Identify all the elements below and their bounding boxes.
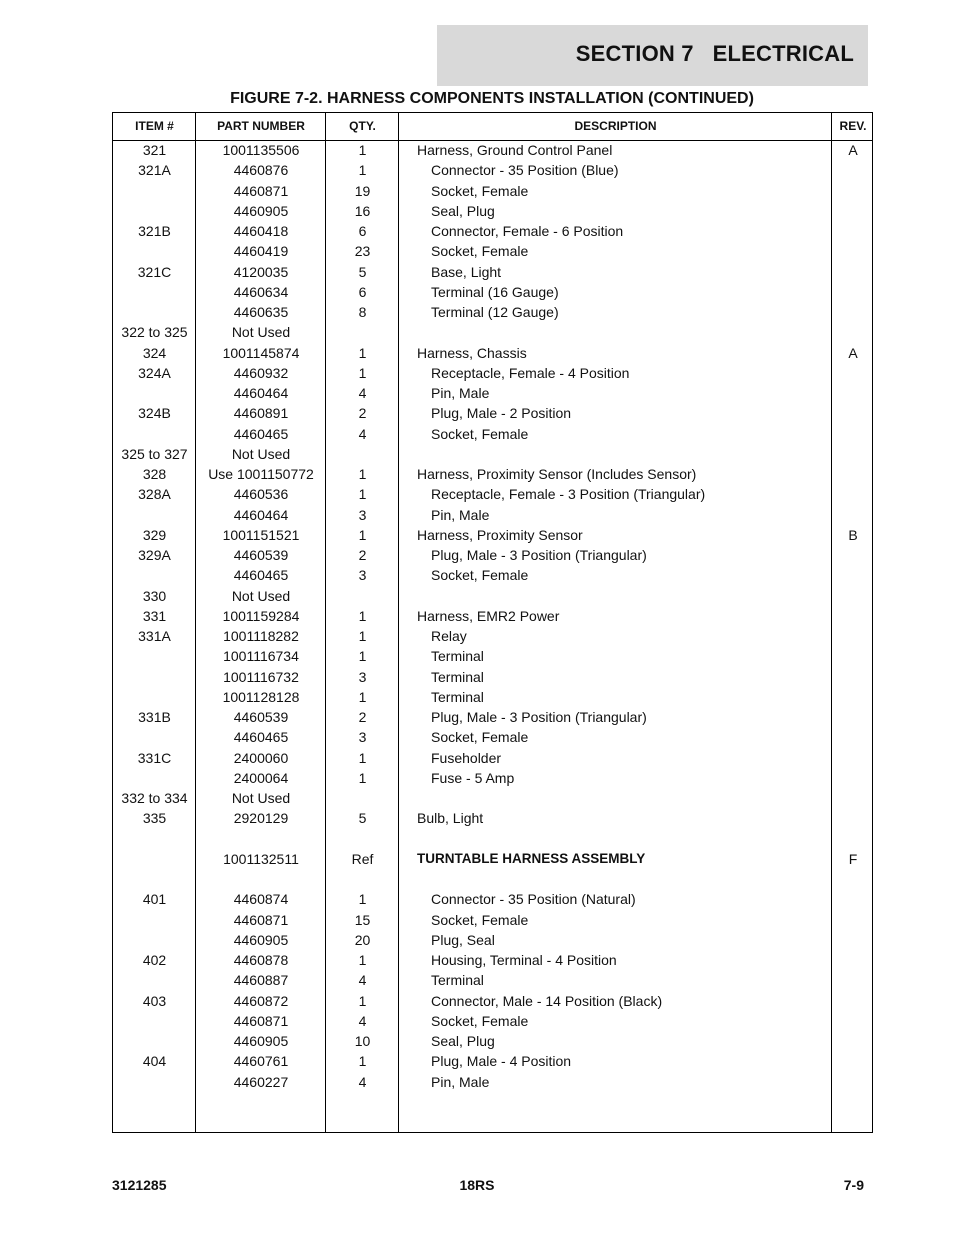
item-cell: 328A (138, 486, 171, 503)
part-number-cell: 4460876 (233, 162, 289, 179)
description-cell: Plug, Male - 3 Position (Triangular) (431, 709, 647, 725)
qty-cell: 6 (358, 223, 367, 239)
item-cell: 331C (137, 749, 172, 766)
parts-table (112, 112, 873, 1133)
part-number-cell: 4460872 (233, 992, 289, 1009)
qty-cell: 1 (358, 992, 367, 1009)
part-number-cell: 4460536 (233, 486, 289, 503)
footer-doc-number: 3121285 (112, 1177, 167, 1193)
table-row (113, 181, 872, 201)
description-cell: Connector, Male - 14 Position (Black) (431, 992, 663, 1009)
footer-model: 18RS (459, 1177, 495, 1193)
description-cell: Harness, Chassis (417, 344, 527, 361)
table-row (113, 829, 872, 849)
part-number-cell: 4460418 (233, 223, 289, 239)
section-title: SECTION 7 ELECTRICAL (575, 41, 854, 66)
table-row (113, 586, 872, 606)
qty-cell: 1 (358, 486, 367, 503)
part-number-cell: 4460465 (233, 567, 289, 584)
table-row (113, 1051, 872, 1071)
table-row (113, 282, 872, 302)
part-number-cell: 4460465 (233, 425, 289, 442)
qty-cell: 1 (358, 466, 367, 482)
description-cell: Receptacle, Female - 4 Position (431, 364, 630, 381)
description-cell: Plug, Male - 2 Position (431, 405, 572, 422)
item-cell: 321C (137, 263, 172, 280)
part-number-cell: 1001132511 (223, 850, 299, 867)
table-row (113, 545, 872, 565)
rev-cell: B (848, 526, 858, 543)
table-row (113, 788, 872, 808)
part-number-cell: 1001116732 (223, 668, 299, 685)
description-cell: Relay (431, 628, 467, 644)
table-row (113, 950, 872, 970)
description-cell: Socket, Female (431, 425, 529, 442)
qty-cell: 20 (354, 931, 371, 948)
part-number-cell: 4460932 (233, 364, 289, 381)
qty-cell: 3 (358, 668, 367, 685)
part-number-cell: Use 1001150772 (208, 466, 314, 482)
header-item: ITEM # (135, 119, 174, 133)
qty-cell: 2 (358, 709, 367, 725)
part-number-cell: 4460905 (233, 1033, 289, 1049)
part-number-cell: 4460465 (233, 729, 289, 746)
part-number-cell: 4460887 (233, 972, 289, 989)
qty-cell: Ref (351, 850, 374, 867)
description-cell: Plug, Male - 4 Position (431, 1053, 572, 1070)
table-row (113, 444, 872, 464)
description-cell: Housing, Terminal - 4 Position (431, 952, 617, 968)
item-cell: 332 to 334 (121, 790, 188, 806)
part-number-cell: 4460871 (233, 911, 289, 928)
description-cell: Harness, Ground Control Panel (417, 142, 613, 158)
qty-cell: 16 (354, 202, 371, 219)
part-number-cell: 4460539 (233, 709, 289, 725)
table-row (113, 889, 872, 909)
item-cell: 329A (138, 547, 171, 563)
qty-cell: 10 (354, 1033, 371, 1049)
description-cell: Fuse - 5 Amp (431, 769, 515, 786)
table-row (113, 970, 872, 990)
item-cell: 403 (142, 992, 167, 1009)
qty-cell: 8 (358, 304, 367, 320)
part-number-cell: 2400064 (233, 769, 289, 786)
qty-cell: 1 (358, 891, 367, 908)
qty-cell: 1 (358, 769, 367, 786)
qty-cell: 6 (358, 283, 367, 300)
description-cell: Seal, Plug (431, 202, 495, 219)
qty-cell: 5 (358, 263, 367, 280)
description-cell: Seal, Plug (431, 1033, 495, 1049)
description-cell: Harness, Proximity Sensor (417, 526, 583, 543)
description-cell: Pin, Male (431, 1073, 490, 1090)
qty-cell: 1 (358, 162, 367, 179)
qty-cell: 1 (358, 526, 367, 543)
table-row (113, 525, 872, 545)
table-row (113, 808, 872, 828)
part-number-cell: 4460464 (233, 385, 289, 401)
qty-cell: 1 (358, 364, 367, 381)
description-cell: Socket, Female (431, 243, 529, 260)
table-row (113, 1072, 872, 1092)
description-cell: Connector - 35 Position (Blue) (431, 162, 619, 179)
table-row (113, 221, 872, 241)
header-description: DESCRIPTION (574, 119, 657, 133)
part-number-cell: 4460905 (233, 202, 289, 219)
table-row (113, 869, 872, 889)
part-number-cell: 4460878 (233, 952, 289, 968)
qty-cell: 23 (354, 243, 371, 260)
table-row (113, 403, 872, 423)
description-cell: Base, Light (431, 263, 502, 280)
item-cell: 401 (142, 891, 167, 908)
part-number-cell: 4460891 (233, 405, 289, 422)
qty-cell: 1 (358, 749, 367, 766)
part-number-cell: Not Used (231, 445, 291, 462)
table-row (113, 910, 872, 930)
part-number-cell: 4460634 (233, 283, 289, 300)
table-row (113, 201, 872, 221)
table-row (113, 343, 872, 363)
table-row (113, 160, 872, 180)
table-row (113, 241, 872, 261)
qty-cell: 3 (358, 729, 367, 746)
header-part-number: PART NUMBER (217, 119, 305, 133)
item-cell: 324A (138, 364, 171, 381)
item-cell: 404 (142, 1053, 167, 1070)
description-cell: Terminal (431, 688, 484, 705)
part-number-cell: 4460227 (233, 1073, 289, 1090)
table-body (113, 140, 872, 1092)
description-cell: Pin, Male (431, 506, 490, 523)
qty-cell: 1 (358, 628, 367, 644)
description-cell: Terminal (12 Gauge) (431, 304, 559, 320)
qty-cell: 1 (358, 688, 367, 705)
item-cell: 321B (138, 223, 171, 239)
rev-cell: A (848, 344, 858, 361)
table-row (113, 322, 872, 342)
description-cell: TURNTABLE HARNESS ASSEMBLY (417, 850, 646, 866)
part-number-cell: 1001145874 (222, 344, 300, 361)
figure-title: FIGURE 7-2. HARNESS COMPONENTS INSTALLATION (CONTINUED) (230, 90, 754, 107)
part-number-cell: 4460464 (233, 506, 289, 523)
description-cell: Receptacle, Female - 3 Position (Triangular) (431, 486, 706, 503)
part-number-cell: 2920129 (233, 810, 289, 827)
part-number-cell: Not Used (231, 790, 291, 806)
table-row (113, 606, 872, 626)
part-number-cell: 4460761 (233, 1053, 289, 1070)
part-number-cell: Not Used (231, 324, 291, 341)
part-number-cell: 4460871 (233, 1012, 289, 1029)
description-cell: Harness, Proximity Sensor (Includes Sensor) (417, 466, 697, 482)
part-number-cell: 4460905 (233, 931, 289, 948)
description-cell: Connector - 35 Position (Natural) (431, 891, 636, 908)
item-cell: 331A (138, 628, 171, 644)
rev-cell: F (848, 850, 858, 867)
table-row (113, 424, 872, 444)
description-cell: Terminal (431, 972, 484, 989)
part-number-cell: Not Used (231, 587, 291, 604)
qty-cell: 1 (358, 648, 367, 665)
header-rev: REV. (839, 119, 867, 133)
part-number-cell: 4460871 (233, 182, 289, 199)
description-cell: Terminal (431, 668, 484, 685)
item-cell: 322 to 325 (121, 324, 188, 341)
item-cell: 321A (138, 162, 171, 179)
item-cell: 325 to 327 (121, 445, 188, 462)
qty-cell: 3 (358, 506, 367, 523)
table-row (113, 383, 872, 403)
item-cell: 324 (142, 344, 167, 361)
rev-cell: A (848, 142, 858, 158)
item-cell: 402 (142, 952, 167, 968)
item-cell: 329 (142, 526, 167, 543)
part-number-cell: 2400060 (233, 749, 289, 766)
table-row (113, 464, 872, 484)
table-row (113, 707, 872, 727)
qty-cell: 3 (358, 567, 367, 584)
table-row (113, 140, 872, 160)
section-banner (437, 25, 868, 86)
description-cell: Harness, EMR2 Power (417, 607, 560, 624)
qty-cell: 2 (358, 405, 367, 422)
table-row (113, 930, 872, 950)
item-cell: 328 (142, 466, 167, 482)
description-cell: Plug, Male - 3 Position (Triangular) (431, 547, 647, 563)
table-row (113, 991, 872, 1011)
table-row (113, 646, 872, 666)
table-row (113, 687, 872, 707)
description-cell: Plug, Seal (431, 931, 495, 948)
qty-cell: 4 (358, 385, 367, 401)
part-number-cell: 4460539 (233, 547, 289, 563)
part-number-cell: 1001116734 (223, 648, 299, 665)
item-cell: 335 (142, 810, 167, 827)
item-cell: 331B (138, 709, 171, 725)
description-cell: Fuseholder (431, 749, 502, 766)
qty-cell: 1 (358, 952, 367, 968)
description-cell: Pin, Male (431, 385, 490, 401)
table-row (113, 768, 872, 788)
table-row (113, 262, 872, 282)
description-cell: Socket, Female (431, 1012, 529, 1029)
table-row (113, 302, 872, 322)
table-row (113, 727, 872, 747)
description-cell: Socket, Female (431, 729, 529, 746)
item-cell: 330 (142, 587, 167, 604)
description-cell: Terminal (431, 648, 484, 665)
qty-cell: 4 (358, 1073, 367, 1090)
description-cell: Socket, Female (431, 911, 529, 928)
item-cell: 321 (142, 142, 167, 158)
qty-cell: 4 (358, 972, 367, 989)
footer-page-number: 7-9 (843, 1177, 864, 1193)
qty-cell: 2 (358, 547, 367, 563)
description-cell: Socket, Female (431, 182, 529, 199)
header-qty: QTY. (349, 119, 376, 133)
table-row (113, 363, 872, 383)
table-header (113, 113, 872, 141)
qty-cell: 1 (358, 142, 367, 158)
qty-cell: 4 (358, 1012, 367, 1029)
qty-cell: 19 (354, 182, 371, 199)
table-row (113, 1031, 872, 1051)
part-number-cell: 1001159284 (222, 607, 300, 624)
table-row (113, 849, 872, 869)
part-number-cell: 4460419 (233, 243, 289, 260)
table-row (113, 626, 872, 646)
description-cell: Terminal (16 Gauge) (431, 283, 559, 300)
description-cell: Bulb, Light (417, 810, 484, 827)
part-number-cell: 4460635 (233, 304, 289, 320)
part-number-cell: 1001128128 (222, 688, 300, 705)
part-number-cell: 4120035 (233, 263, 289, 280)
table-row (113, 505, 872, 525)
part-number-cell: 1001135506 (222, 142, 300, 158)
part-number-cell: 1001151521 (222, 526, 300, 543)
table-row (113, 484, 872, 504)
table-row (113, 748, 872, 768)
qty-cell: 4 (358, 425, 367, 442)
part-number-cell: 4460874 (233, 891, 289, 908)
description-cell: Connector, Female - 6 Position (431, 223, 624, 239)
description-cell: Socket, Female (431, 567, 529, 584)
part-number-cell: 1001118282 (223, 628, 299, 644)
item-cell: 324B (138, 405, 171, 422)
qty-cell: 1 (358, 344, 367, 361)
qty-cell: 15 (354, 911, 371, 928)
qty-cell: 1 (358, 1053, 367, 1070)
table-row (113, 565, 872, 585)
table-row (113, 1011, 872, 1031)
table-row (113, 667, 872, 687)
qty-cell: 1 (358, 607, 367, 624)
item-cell: 331 (142, 607, 167, 624)
qty-cell: 5 (358, 810, 367, 827)
